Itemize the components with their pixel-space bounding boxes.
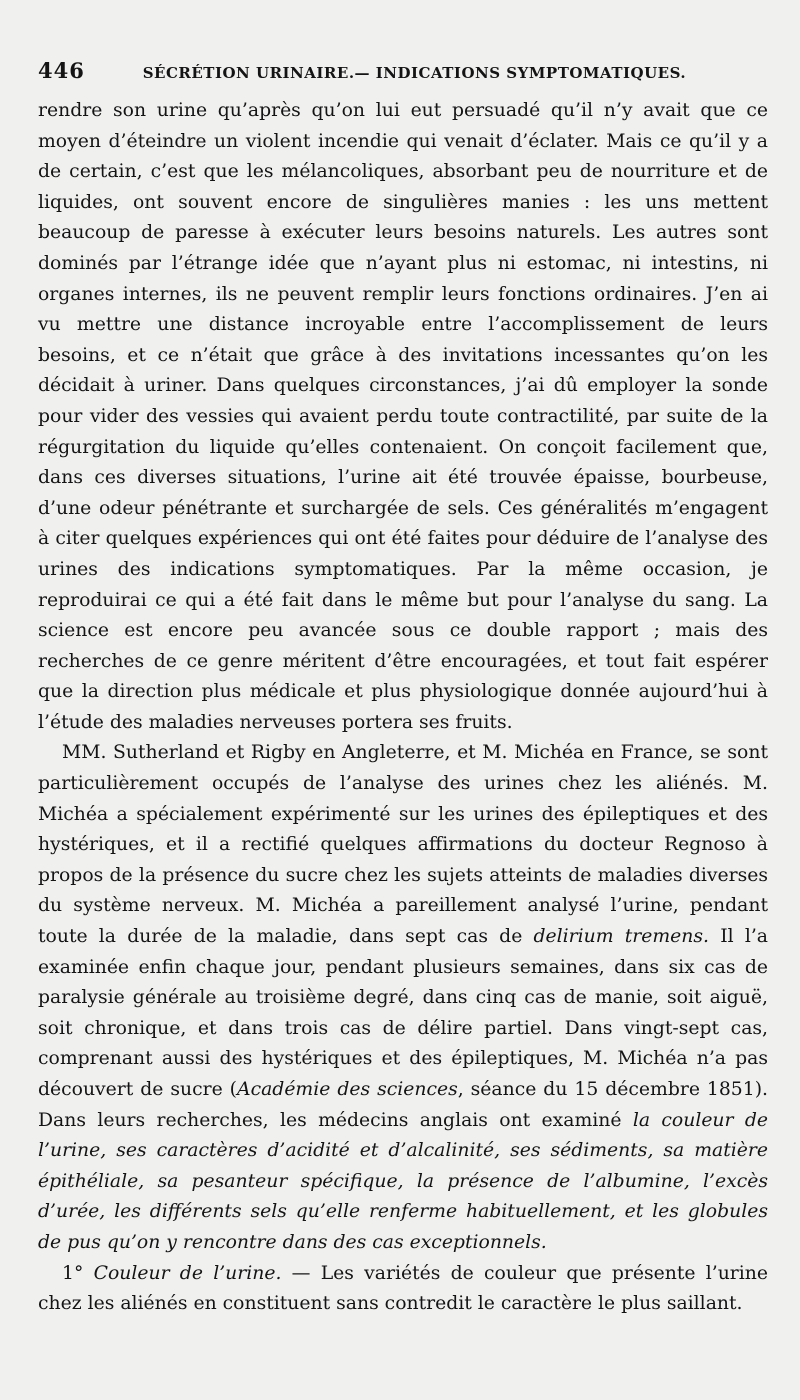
text-segment: — Les variétés de couleur que présente l’urine chez les aliénés en constituent sans contredit le caractère le plus saillant. [38, 1262, 768, 1315]
body-text [38, 96, 768, 1320]
paragraph [38, 96, 768, 738]
paragraph [38, 738, 768, 1258]
paragraph [38, 1259, 768, 1320]
text-segment: MM. Sutherland et Rigby en Angleterre, et M. Michéa en France, se sont particulièrement occupés de l’analyse des urines chez les aliénés. M. Michéa a spécialement expérimenté sur les urines des épileptiques et des hystériques, et il a rectifié quelques affirmations du docteur Regnoso à propos de la présence du sucre chez les sujets atteints de maladies diverses du système nerveux. M. Michéa a pareillement analysé l’urine, pendant toute la durée de la maladie, dans sept cas de [38, 742, 768, 948]
text-segment: , séance du 15 décembre 1851). Dans leurs recherches, les médecins anglais ont examiné [38, 1079, 768, 1131]
page-header [38, 58, 764, 88]
text-segment: 1° [62, 1262, 94, 1284]
italic-text: Académie des sciences [237, 1079, 458, 1100]
italic-text: delirium tremens. [533, 926, 710, 948]
page-number: 446 [38, 58, 85, 83]
italic-text: la couleur de l’urine, ses caractères d’acidité et d’alcalinité, ses sédiments, sa matière épithéliale, sa pesanteur spécifique, la présence de l’albumine, l’excès d’urée, les différents sels qu’elle renferme habituellement, et les globules de pus qu’on y rencontre dans des cas exceptionnels. [38, 1109, 768, 1253]
italic-text: Couleur de l’urine. [93, 1262, 282, 1284]
running-head: SÉCRÉTION URINAIRE.— INDICATIONS SYMPTOMATIQUES. [142, 64, 687, 82]
text-segment: Il l’a examinée enfin chaque jour, pendant plusieurs semaines, dans six cas de paralysie générale au troisième degré, dans cinq cas de manie, soit aiguë, soit chronique, et dans trois cas de délire partiel. Dans vingt-sept cas, comprenant aussi des hystériques et des épileptiques, M. Michéa n’a pas découvert de sucre ( [38, 926, 769, 1100]
text-segment: rendre son urine qu’après qu’on lui eut persuadé qu’il n’y avait que ce moyen d’éteindre un violent incendie qui venait d’éclater. Mais ce qu’il y a de certain, c’est que les mélancoliques, absorbant peu de nourriture et de liquides, ont souvent encore de singulières manies : les uns mettent beaucoup de paresse à exécuter leurs besoins naturels. Les autres sont dominés par l’étrange idée que n’ayant plus ni estomac, ni intestins, ni organes internes, ils ne peuvent remplir leurs fonctions ordinaires. J’en ai vu mettre une distance incroyable entre l’accomplissement de leurs besoins, et ce n’était que grâce à des invitations incessantes qu’on les décidait à uriner. Dans quelques circonstances, j’ai dû employer la sonde pour vider des vessies qui avaient perdu toute contractilité, par suite de la régurgitation du liquide qu’elles contenaient. On conçoit facilement que, dans ces diverses situations, l’urine ait été trouvée épaisse, bourbeuse, d’une odeur pénétrante et surchargée de sels. Ces généralités m’engagent à citer quelques expériences qui ont été faites pour déduire de l’analyse des urines des indications symptomatiques. Par la même occasion, je reproduirai ce qui a été fait dans le même but pour l’analyse du sang. La science est encore peu avancée sous ce double rapport ; mais des recherches de ce genre méritent d’être encouragées, et tout fait espérer que la direction plus médicale et plus physiologique donnée aujourd’hui à l’étude des maladies nerveuses portera ses fruits. [38, 100, 768, 733]
